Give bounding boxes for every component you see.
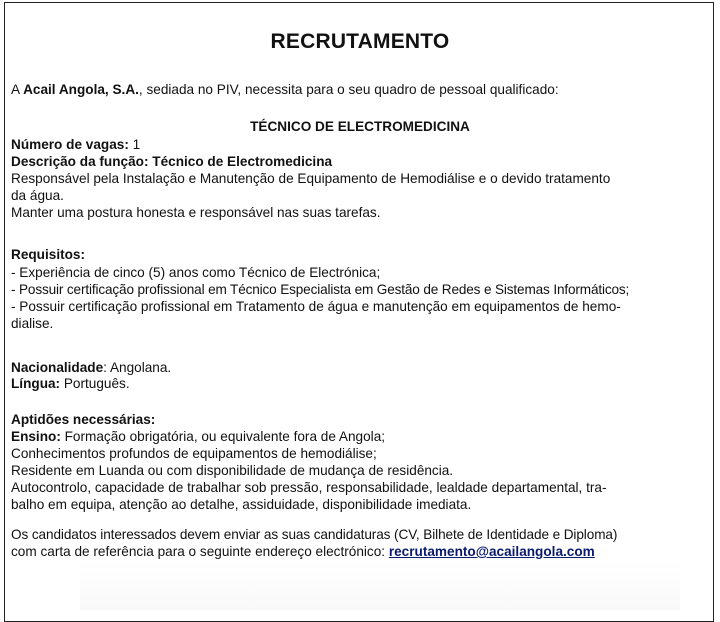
application-line (11, 544, 595, 559)
skill-line: balho em equipa, atenção ao detalhe, assiduidade, disponibilidade imediata. (11, 497, 472, 512)
skill-line: Conhecimentos profundos de equipamentos de hemodiálise; (11, 446, 377, 461)
education-label: Ensino: (11, 429, 61, 444)
education-value: Formação obrigatória, ou equivalente fora de Angola; (60, 429, 386, 444)
vacancies-label: Número de vagas: (11, 137, 129, 152)
skills-heading: Aptidões necessárias: (11, 412, 156, 427)
requirement-item: dialise. (11, 316, 54, 331)
vacancies-value: 1 (128, 137, 141, 152)
position-title: TÉCNICO DE ELECTROMEDICINA (250, 119, 470, 134)
nationality (11, 360, 171, 375)
application-prefix: com carta de referência para o seguinte endereço electrónico: (11, 544, 389, 559)
nationality-value: : Angolana. (103, 360, 172, 375)
role-description-label: Descrição da função: Técnico de Electromedicina (11, 154, 333, 169)
nationality-label: Nacionalidade (11, 360, 104, 375)
application-line: Os candidatos interessados devem enviar as suas candidaturas (CV, Bilhete de Identidade e Diploma) (11, 527, 618, 542)
language-value: Português. (60, 376, 130, 391)
skill-line: Autocontrolo, capacidade de trabalhar sob pressão, responsabilidade, lealdade departamental, tra- (11, 480, 607, 495)
skill-line: Residente em Luanda ou com disponibilidade de mudança de residência. (11, 463, 454, 478)
description-line: Responsável pela Instalação e Manutenção de Equipamento de Hemodiálise e o devido tratamento (11, 171, 611, 186)
intro-suffix: , sediada no PIV, necessita para o seu quadro de pessoal qualificado: (138, 82, 559, 97)
vacancies (11, 137, 140, 152)
language (11, 376, 130, 391)
intro-line (11, 82, 559, 97)
intro-prefix: A (11, 82, 24, 97)
description-line: da água. (11, 188, 64, 203)
education (11, 429, 385, 444)
language-label: Língua: (11, 376, 61, 391)
company-name: Acail Angola, S.A. (23, 82, 139, 97)
requirement-item: - Possuir certificação profissional em Tratamento de água e manutenção em equipamentos de hemo- (11, 299, 621, 314)
description-line: Manter uma postura honesta e responsável nas suas tarefas. (11, 205, 381, 220)
requirement-item: - Possuir certificação profissional em Técnico Especialista em Gestão de Redes e Sistemas Informáticos; (11, 282, 630, 297)
requirements-heading: Requisitos: (11, 247, 86, 262)
requirement-item: - Experiência de cinco (5) anos como Técnico de Electrónica; (11, 265, 381, 280)
email-link[interactable]: recrutamento@acailangola.com (388, 544, 595, 559)
page-title: RECRUTAMENTO (270, 30, 450, 53)
